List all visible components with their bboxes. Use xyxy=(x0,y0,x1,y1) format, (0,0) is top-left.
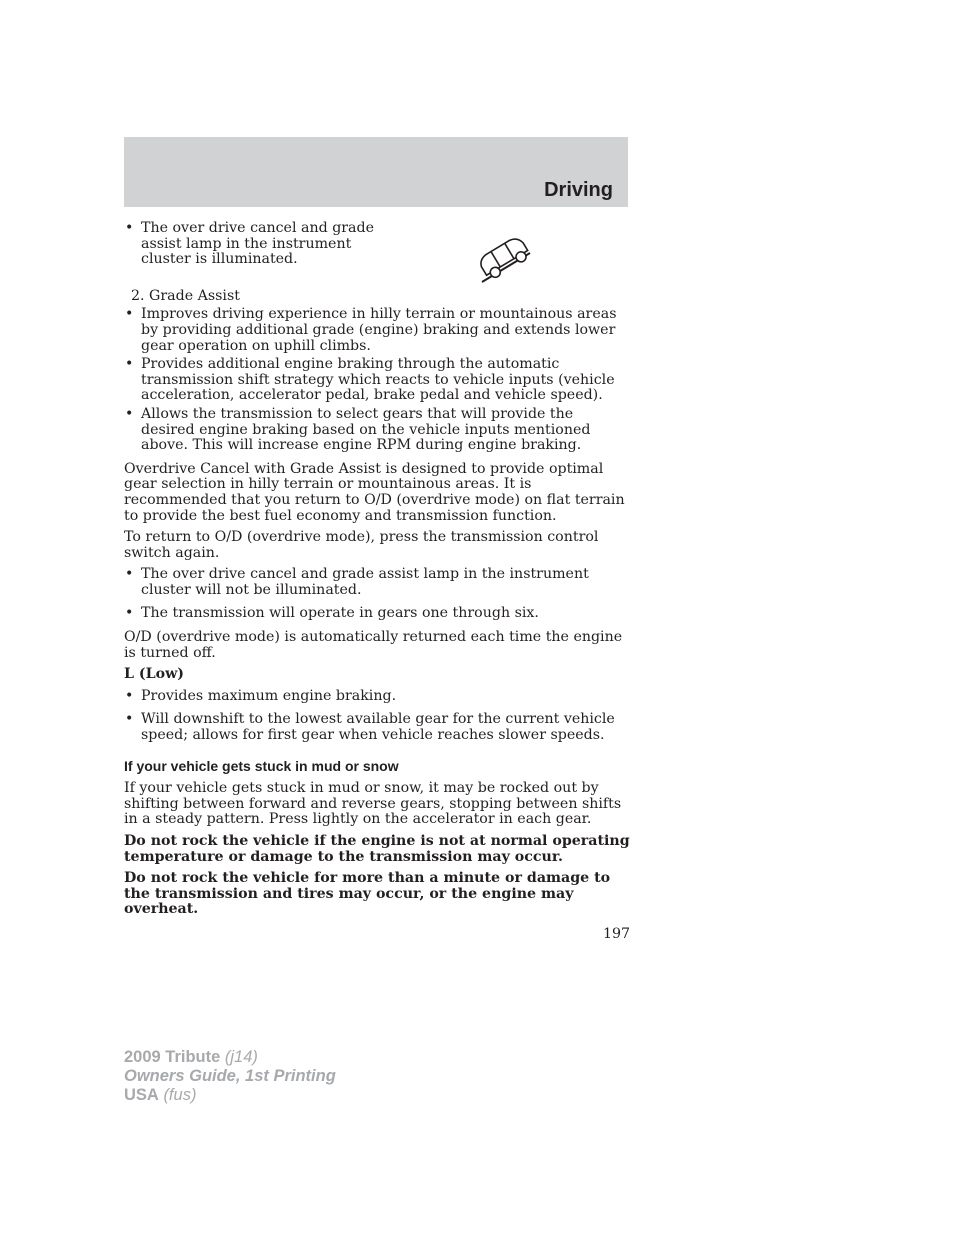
grade-assist-bullet: • Improves driving experience in hilly terrain or mountainous areas by providing additional grade (engine) braking and extends lower gear operation on uphill climbs. xyxy=(124,307,630,354)
footer-model: 2009 Tribute xyxy=(124,1048,221,1066)
low-bullet: • Provides maximum engine braking. xyxy=(124,689,630,705)
section-header xyxy=(124,137,628,207)
auto-return-paragraph: O/D (overdrive mode) is automatically returned each time the engine is turned off. xyxy=(124,629,623,661)
section-title: Driving xyxy=(544,179,613,201)
warning-paragraph: Do not rock the vehicle if the engine is not at normal operating temperature or damage to the transmission may occur. xyxy=(124,833,630,865)
footer-line-2: Owners Guide, 1st Printing xyxy=(124,1067,336,1085)
low-bullet: • Will downshift to the lowest available gear for the current vehicle speed; allows for first gear when vehicle reaches slower speeds. xyxy=(124,712,630,743)
grade-assist-bullet: • Provides additional engine braking through the automatic transmission shift strategy which reacts to vehicle inputs (vehicle acceleration, accelerator pedal, brake pedal and vehicle speed). xyxy=(124,357,630,404)
page-content xyxy=(124,221,630,924)
low-heading: L (Low) xyxy=(124,666,184,683)
page-number: 197 xyxy=(603,926,631,942)
footer-line-1 xyxy=(124,1048,336,1067)
intro-bullet: • The over drive cancel and grade assist lamp in the instrument cluster is illuminated. xyxy=(124,221,381,268)
stuck-heading: If your vehicle gets stuck in mud or snow xyxy=(124,757,399,774)
footer-market-code: (fus) xyxy=(163,1086,197,1104)
grade-assist-heading: 2. Grade Assist xyxy=(131,287,240,304)
return-bullet: • The transmission will operate in gears one through six. xyxy=(124,606,630,622)
warning-paragraph: Do not rock the vehicle for more than a minute or damage to the transmission and tires may occur, or the engine may overheat. xyxy=(124,870,611,918)
overdrive-cancel-paragraph: Overdrive Cancel with Grade Assist is designed to provide optimal gear selection in hilly terrain or mountainous areas. It is recommended that you return to O/D (overdrive mode) on flat terrain to provide the best fuel economy and transmission function. xyxy=(124,460,625,524)
grade-assist-bullet: • Allows the transmission to select gears that will provide the desired engine braking based on the vehicle inputs mentioned above. This will increase engine RPM during engine braking. xyxy=(124,407,630,454)
return-bullet: • The over drive cancel and grade assist lamp in the instrument cluster will not be illuminated. xyxy=(124,567,630,598)
footer-model-code: (j14) xyxy=(224,1048,258,1066)
footer-market: USA xyxy=(124,1086,159,1104)
return-od-paragraph: To return to O/D (overdrive mode), press the transmission control switch again. xyxy=(124,529,599,561)
stuck-paragraph: If your vehicle gets stuck in mud or snow, it may be rocked out by shifting between forward and reverse gears, stopping between shifts in a steady pattern. Press lightly on the accelerator in each gear. xyxy=(124,780,622,828)
print-footer xyxy=(124,1048,336,1105)
footer-line-3 xyxy=(124,1086,336,1105)
